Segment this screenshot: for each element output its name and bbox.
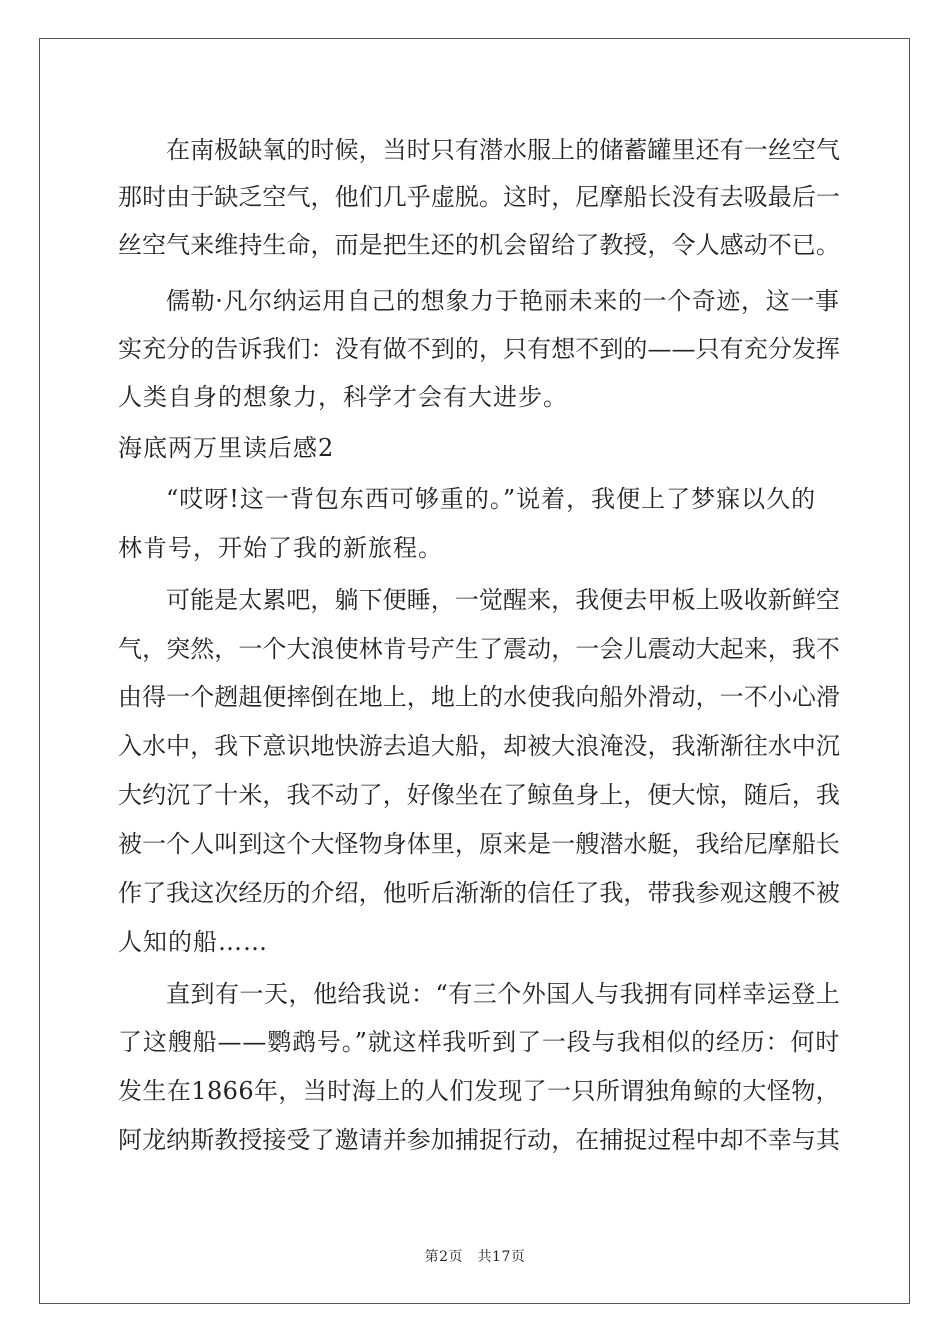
text-line: 了这艘船——鹦鹉号。”就这样我听到了一段与我相似的经历：何时 (118, 1028, 841, 1056)
text-line: 发生在1866年，当时海上的人们发现了一只所谓独角鲸的大怪物， (118, 1077, 841, 1105)
text-line: 那时由于缺乏空气，他们几乎虚脱。这时，尼摩船长没有去吸最后一 (118, 183, 840, 211)
text-line: 可能是太累吧，躺下便睡，一觉醒来，我便去甲板上吸收新鲜空 (166, 586, 840, 614)
text-line: 实充分的告诉我们：没有做不到的，只有想不到的——只有充分发挥 (118, 335, 840, 363)
text-line: 人类自身的想象力，科学才会有大进步。 (118, 383, 568, 411)
text-line: 大约沉了十米，我不动了，好像坐在了鲸鱼身上，便大惊，随后，我 (118, 781, 840, 809)
page-number-footer: 第2页 共17页 (424, 1249, 526, 1265)
text-line: 丝空气来维持生命，而是把生还的机会留给了教授，令人感动不已。 (118, 231, 840, 259)
text-line: “哎呀!这一背包东西可够重的。”说着，我便上了梦寐以久的 (166, 485, 817, 513)
text-line: 气，突然，一个大浪使林肯号产生了震动，一会儿震动大起来，我不 (118, 635, 840, 663)
text-line: 入水中，我下意识地快游去追大船，却被大浪淹没，我渐渐往水中沉 (118, 732, 840, 760)
text-line: 儒勒·凡尔纳运用自己的想象力于艳丽未来的一个奇迹，这一事 (166, 287, 840, 315)
page-border (39, 38, 910, 1304)
section-heading: 海底两万里读后感2 (118, 434, 335, 462)
text-line: 被一个人叫到这个大怪物身体里，原来是一艘潜水艇，我给尼摩船长 (118, 830, 840, 858)
text-line: 在南极缺氧的时候，当时只有潜水服上的储蓄罐里还有一丝空气 (166, 136, 840, 164)
text-line: 阿龙纳斯教授接受了邀请并参加捕捉行动，在捕捉过程中却不幸与其 (118, 1126, 840, 1154)
text-line: 人知的船…… (118, 928, 268, 956)
text-line: 林肯号，开始了我的新旅程。 (118, 534, 443, 562)
text-line: 直到有一天，他给我说：“有三个外国人与我拥有同样幸运登上 (166, 980, 841, 1008)
text-line: 作了我这次经历的介绍，他听后渐渐的信任了我，带我参观这艘不被 (118, 879, 840, 907)
text-line: 由得一个趔趄便摔倒在地上，地上的水使我向船外滑动，一不小心滑 (118, 683, 840, 711)
